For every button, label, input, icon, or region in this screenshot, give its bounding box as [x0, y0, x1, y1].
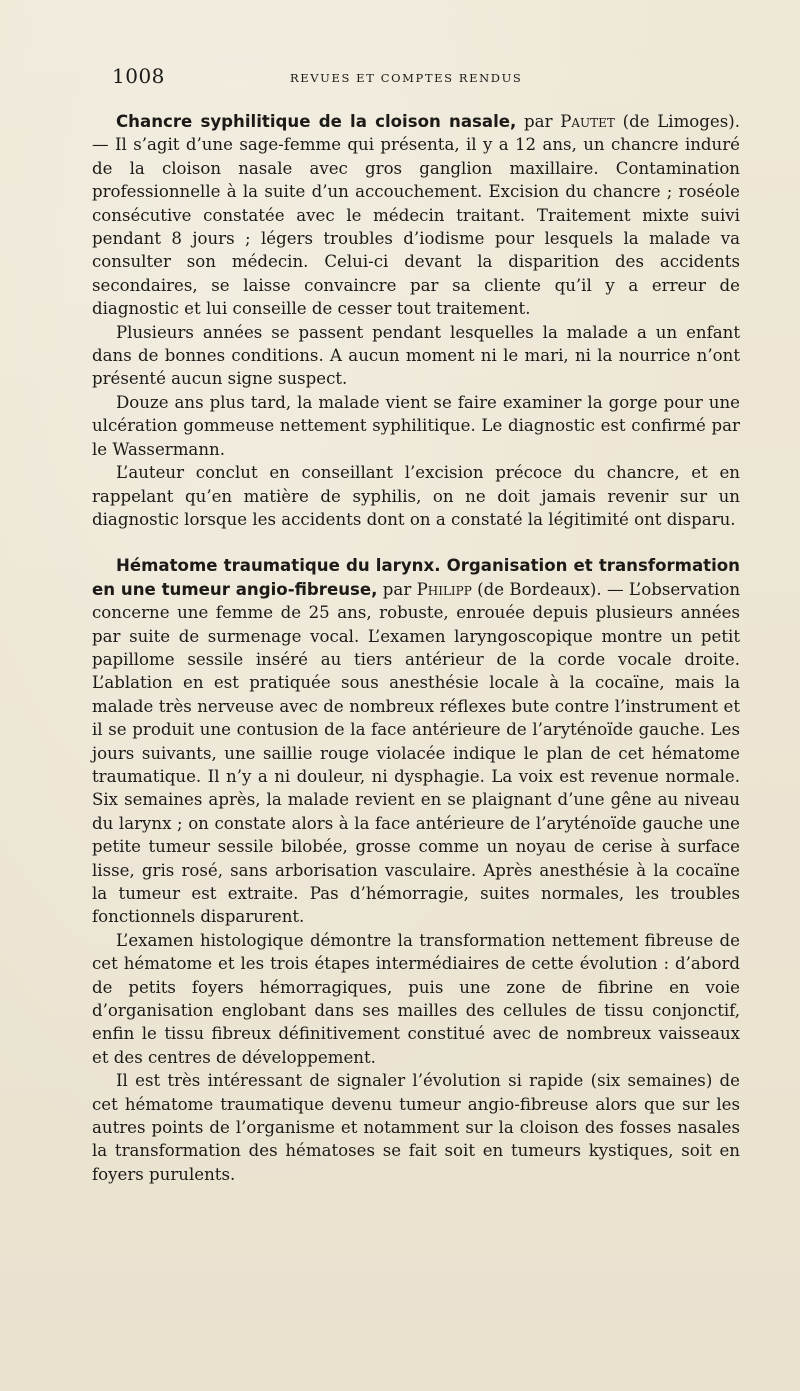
- byline-par: par: [516, 112, 561, 131]
- article-chancre: [92, 110, 740, 531]
- article-title: Hématome traumatique du larynx. Organisation et transformation en une tumeur angio-fibreuse,: [92, 556, 740, 599]
- paragraph: Douze ans plus tard, la malade vient se faire examiner la gorge pour une ulcération gommeuse nettement syphilitique. Le diagnostic est confirmé par le Wassermann.: [92, 392, 740, 459]
- author-affiliation: (de Limoges).: [614, 112, 741, 131]
- paragraph-text: — L’observation concerne une femme de 25 ans, robuste, enrouée depuis plusieurs années par suite de surmenage vocal. L’examen laryngoscopique montre un petit papillome sessile inséré au tiers antérieur de la corde vocale droite. L’ablation en est pratiquée sous anesthésie locale à la cocaïne, mais la malade très nerveuse avec de nombreux réflexes bute contre l’instrument et il se produit une contusion de la face antérieure de l’aryténoïde gauche. Les jours suivants, une saillie rouge violacée indique le plan de cet hématome traumatique. Il n’y a ni douleur, ni dysphagie. La voix est revenue normale. Six semaines après, la malade revient en se plaignant d’une gêne au niveau du larynx ; on constate alors à la face antérieure de l’aryténoïde gauche une petite tumeur sessile bilobée, grosse comme un noyau de cerise à surface lisse, gris rosé, sans arborisation vasculaire. Après anesthésie à la cocaïne la tumeur est extraite. Pas d’hémorragie, suites normales, les troubles fonctionnels disparurent.: [92, 579, 741, 927]
- byline-par: par: [377, 579, 417, 599]
- paragraph: L’auteur conclut en conseillant l’excision précoce du chancre, et en rappelant qu’en matière de syphilis, on ne doit jamais revenir sur un diagnostic lorsque les accidents dont on a constaté la légitimité ont disparu.: [92, 463, 740, 529]
- page-body: [92, 110, 740, 1186]
- paragraph: Il est très intéressant de signaler l’évolution si rapide (six semaines) de cet hématome traumatique devenu tumeur angio-fibreuse alors que sur les autres points de l’organisme et notamment sur la cloison des fosses nasales la transformation des hématoses se fait soit en tumeurs kystiques, soit en foyers purulents.: [92, 1071, 740, 1184]
- paragraph: Plusieurs années se passent pendant lesquelles la malade a un enfant dans de bonnes conditions. A aucun moment ni le mari, ni la nourrice n’ont présenté aucun signe suspect.: [92, 322, 740, 389]
- running-title: REVUES ET COMPTES RENDUS: [290, 71, 523, 85]
- page-number: 1008: [112, 64, 165, 88]
- paragraph: [92, 554, 740, 929]
- paragraph: L’examen histologique démontre la transformation nettement fibreuse de cet hématome et les trois étapes intermédiaires de cette évolution : d’abord de petits foyers hémorragiques, puis une zone de fibrine en voie d’organisation englobant dans ses mailles des cellules de tissu conjonctif, enfin le tissu fibreux définitivement constitué avec de nombreux vaisseaux et des centres de développement.: [92, 930, 740, 1067]
- author-name: Pautet: [560, 112, 615, 131]
- article-hematome: [92, 554, 740, 1186]
- page-header: [112, 64, 732, 92]
- author-affiliation: (de Bordeaux).: [471, 579, 602, 599]
- article-title: Chancre syphilitique de la cloison nasale,: [116, 112, 517, 131]
- paragraph: [92, 110, 740, 321]
- author-name: Philipp: [416, 579, 472, 599]
- paragraph-text: — Il s’agit d’une sage-femme qui présenta, il y a 12 ans, un chancre induré de la cloison nasale avec gros ganglion maxillaire. Contamination professionnelle à la suite d’un accouchement. Excision du chancre ; roséole consécutive constatée avec le médecin traitant. Traitement mixte suivi pendant 8 jours ; légers troubles d’iodisme pour lesquels la malade va consulter son médecin. Celui-ci devant la disparition des accidents secondaires, se laisse convaincre par sa cliente qu’il y a erreur de diagnostic et lui conseille de cesser tout traitement.: [92, 135, 740, 319]
